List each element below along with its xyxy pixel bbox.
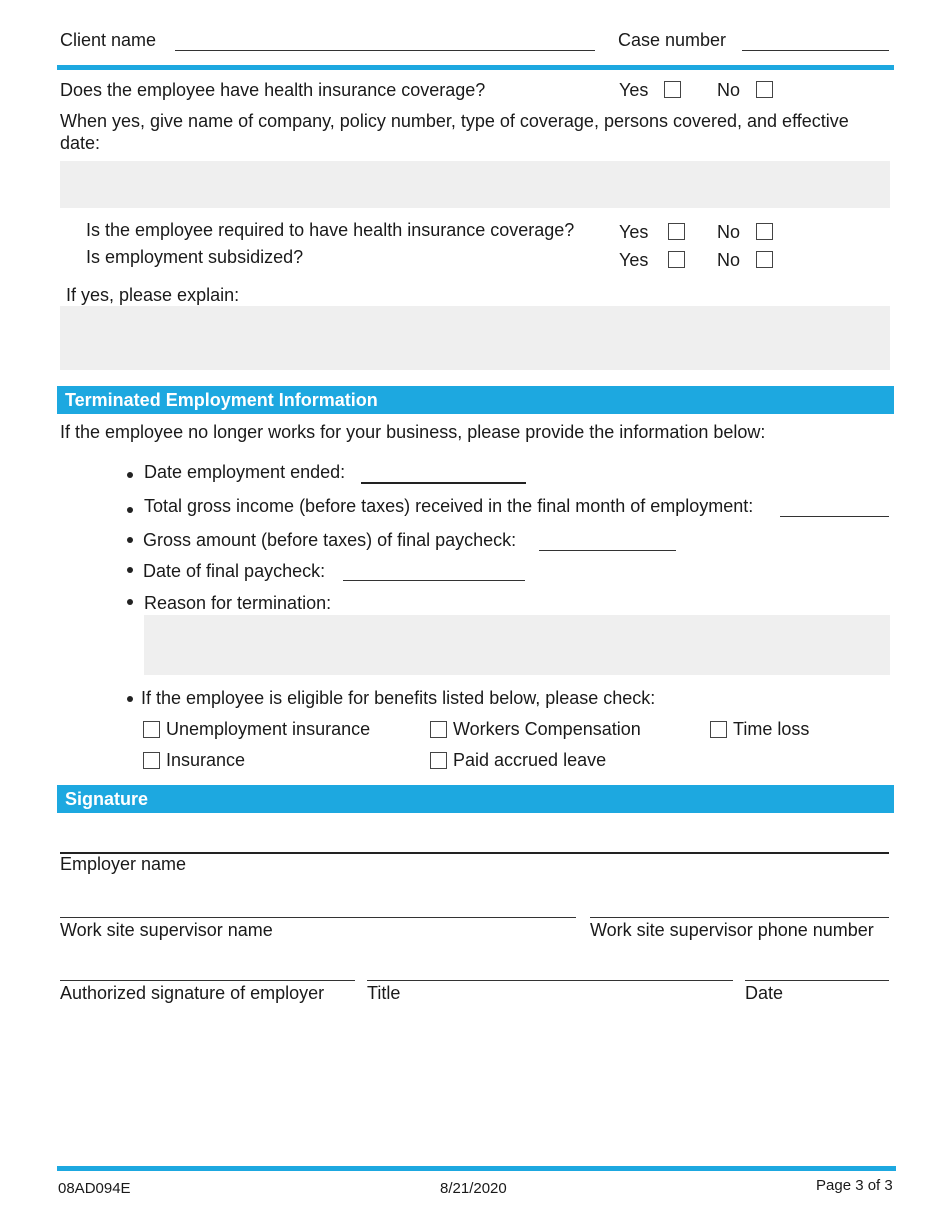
reason-label: Reason for termination: — [144, 593, 332, 613]
supervisor-phone-label: Work site supervisor phone number — [590, 920, 874, 940]
gross-final-field[interactable] — [539, 550, 676, 551]
revision-date: 8/21/2020 — [440, 1180, 507, 1197]
unemployment-label: Unemployment insurance — [166, 719, 371, 739]
health-coverage-no-label: No — [717, 80, 741, 100]
client-name-label: Client name — [60, 30, 157, 50]
signature-section-header: Signature — [57, 785, 894, 813]
reason-field[interactable] — [144, 615, 890, 675]
workers-comp-checkbox[interactable] — [430, 721, 447, 738]
date-final-field[interactable] — [343, 580, 525, 581]
authorized-signature-field[interactable] — [60, 980, 355, 981]
bullet-icon — [127, 507, 133, 513]
paid-leave-checkbox[interactable] — [430, 752, 447, 769]
health-coverage-details-field[interactable] — [60, 161, 890, 208]
required-coverage-yes-label: Yes — [619, 222, 649, 242]
date-ended-field[interactable] — [361, 482, 526, 484]
date-field[interactable] — [745, 980, 889, 981]
subsidized-no-checkbox[interactable] — [756, 251, 773, 268]
bullet-icon — [127, 472, 133, 478]
health-coverage-yes-checkbox[interactable] — [664, 81, 681, 98]
required-coverage-no-label: No — [717, 222, 741, 242]
top-divider — [57, 65, 894, 70]
workers-comp-label: Workers Compensation — [453, 719, 641, 739]
date-final-label: Date of final paycheck: — [143, 561, 326, 581]
supervisor-phone-field[interactable] — [590, 917, 889, 918]
required-coverage-question: Is the employee required to have health insurance coverage? — [86, 220, 575, 240]
case-number-label: Case number — [618, 30, 727, 50]
page-number: Page 3 of 3 — [816, 1177, 893, 1194]
title-field[interactable] — [367, 980, 733, 981]
supervisor-name-field[interactable] — [60, 917, 576, 918]
time-loss-checkbox[interactable] — [710, 721, 727, 738]
unemployment-checkbox[interactable] — [143, 721, 160, 738]
health-coverage-yes-label: Yes — [619, 80, 649, 100]
bullet-icon — [127, 567, 133, 573]
employer-name-label: Employer name — [60, 854, 187, 874]
insurance-checkbox[interactable] — [143, 752, 160, 769]
footer-divider — [57, 1166, 896, 1171]
paid-leave-label: Paid accrued leave — [453, 750, 607, 770]
bullet-icon — [127, 537, 133, 543]
subsidized-yes-label: Yes — [619, 250, 649, 270]
required-coverage-no-checkbox[interactable] — [756, 223, 773, 240]
explain-label: If yes, please explain: — [66, 285, 240, 305]
client-name-field[interactable] — [175, 50, 595, 51]
explain-field[interactable] — [60, 306, 890, 370]
supervisor-name-label: Work site supervisor name — [60, 920, 273, 940]
health-coverage-question: Does the employee have health insurance coverage? — [60, 80, 486, 100]
subsidized-no-label: No — [717, 250, 741, 270]
subsidized-yes-checkbox[interactable] — [668, 251, 685, 268]
insurance-label: Insurance — [166, 750, 246, 770]
bullet-icon — [127, 696, 133, 702]
health-coverage-no-checkbox[interactable] — [756, 81, 773, 98]
date-ended-label: Date employment ended: — [144, 462, 346, 482]
date-label: Date — [745, 983, 784, 1003]
case-number-field[interactable] — [742, 50, 889, 51]
gross-income-field[interactable] — [780, 516, 889, 517]
required-coverage-yes-checkbox[interactable] — [668, 223, 685, 240]
time-loss-label: Time loss — [733, 719, 810, 739]
authorized-signature-label: Authorized signature of employer — [60, 983, 325, 1003]
health-coverage-instructions: When yes, give name of company, policy number, type of coverage, persons covered, and effective date: — [60, 111, 849, 153]
form-id: 08AD094E — [58, 1180, 131, 1197]
terminated-section-header: Terminated Employment Information — [57, 386, 894, 414]
subsidized-question: Is employment subsidized? — [86, 247, 304, 267]
eligible-benefits-label: If the employee is eligible for benefits listed below, please check: — [141, 688, 656, 708]
gross-final-label: Gross amount (before taxes) of final paycheck: — [143, 530, 517, 550]
gross-income-label: Total gross income (before taxes) received in the final month of employment: — [144, 496, 754, 516]
title-label: Title — [367, 983, 401, 1003]
bullet-icon — [127, 599, 133, 605]
terminated-intro: If the employee no longer works for your business, please provide the information below: — [60, 422, 766, 442]
